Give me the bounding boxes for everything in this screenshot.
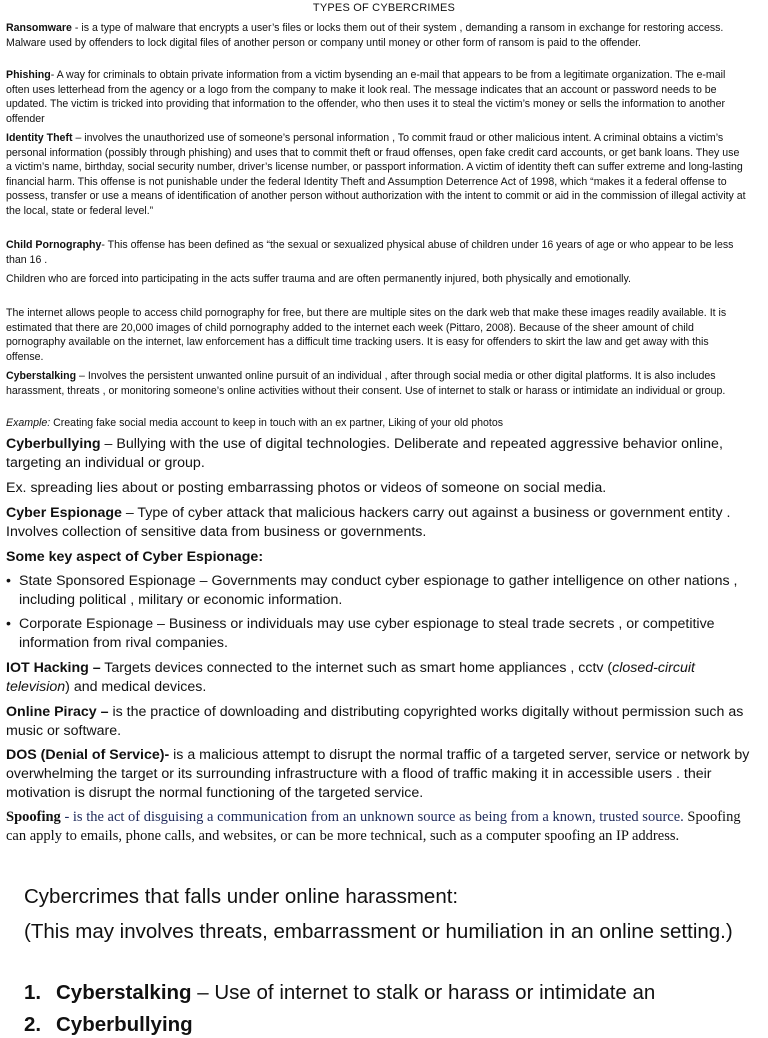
- online-piracy-paragraph: [6, 703, 754, 741]
- spoofing-text: - is the act of disguising a communication from an unknown source as being from a known, trusted source.: [60, 809, 684, 825]
- item-number: 2.: [24, 1013, 42, 1036]
- child-pornography-paragraph-3: The internet allows people to access child pornography for free, but there are multiple sites on the dark web that make these images readily available. It is estimated that there are 20,000 images of child pornography added to the internet each week (Pittaro, 2008). Because of the sheer amount of child pornography available on the internet, law enforcement has a difficult time tracking users. It is easy for offenders to skirt the law and get away with this offense.: [6, 307, 727, 363]
- iot-hacking-text: Targets devices connected to the internet such as smart home appliances , cctv (: [100, 660, 613, 676]
- cyber-espionage-text: – Type of cyber attack that malicious hackers carry out against a business or government entity . Involves collection of sensitive data from business or governments.: [6, 505, 731, 540]
- ransomware-term: Ransomware: [6, 22, 72, 34]
- bullet-text: Corporate Espionage – Business or individuals may use cyber espionage to steal trade secrets , or competitive information from rival companies.: [19, 616, 715, 651]
- online-piracy-term: Online Piracy –: [6, 704, 109, 720]
- bullet-icon: •: [6, 573, 11, 589]
- dos-text: is a malicious attempt to disrupt the normal traffic of a targeted server, service or network by overwhelming the target or its surrounding infrastructure with a flood of traffic making it in accessible users . their motivation is disrupt the normal functioning of the targeted service.: [6, 747, 750, 801]
- bullet-icon: •: [6, 616, 11, 632]
- phishing-paragraph: [6, 68, 746, 126]
- harassment-heading: Cybercrimes that falls under online harassment:: [24, 885, 459, 908]
- child-pornography-paragraph: [6, 238, 746, 267]
- online-piracy-text: is the practice of downloading and distributing copyrighted works digitally without permission such as music or software.: [6, 704, 744, 739]
- identity-theft-text: – involves the unauthorized use of someone’s personal information , To commit fraud or other malicious intent. A criminal obtains a victim’s personal information (possibly through phishing) and uses that to commit theft or fraud offenses, open fake credit card accounts, or get bank loans. They use a victim’s name, birthday, social security number, driver’s license number, or passport information. A victim of identity theft can suffer extreme and long-lasting financial harm. This offense is not punishable under the federal Identity Theft and Assumption Deterrence Act of 1998, which “makes it a federal offense to possess, transfer or use a means of identification of another person without authorization with the intent to commit or aid in the commission of illegal activity at the local, state or federal level.”: [6, 132, 746, 217]
- cyber-espionage-term: Cyber Espionage: [6, 505, 122, 521]
- spoofing-text-2: Spoofing can apply to emails, phone calls, and websites, or can be more technical, such as a computer spoofing an IP address.: [6, 809, 741, 844]
- cyberbullying-text: – Bullying with the use of digital technologies. Deliberate and repeated aggressive behavior online, targeting an individual or group.: [6, 436, 723, 471]
- phishing-text: - A way for criminals to obtain private information from a victim bysending an e-mail that appears to be from a legitimate organization. The e-mail often uses letterhead from the agency or a logo from the company to make it look real. The message indicates that an account or password needs to be updated. The victim is tricked into providing that information to the offender, who then uses it to steal the victim’s money or sells the information to another offender: [6, 69, 726, 125]
- iot-hacking-paragraph: [6, 659, 754, 697]
- child-pornography-text: - This offense has been defined as “the sexual or sexualized physical abuse of children under 16 years of age or who appear to be less than 16 .: [6, 239, 734, 266]
- page-title: TYPES OF CYBERCRIMES: [312, 2, 456, 14]
- list-item: [24, 1012, 754, 1038]
- list-item: [24, 980, 754, 1006]
- ransomware-text: - is a type of malware that encrypts a user’s files or locks them out of their system , demanding a ransom in exchange for restoring access. Malware used by offenders to lock digital files of another person or company until money or other form of ransom is paid to the offender.: [6, 22, 724, 49]
- example-text: Creating fake social media account to keep in touch with an ex partner, Liking of your old photos: [50, 417, 504, 429]
- item-number: 1.: [24, 981, 42, 1004]
- harassment-note: (This may involves threats, embarrassment or humiliation in an online setting.): [24, 920, 733, 943]
- list-item: [6, 615, 763, 653]
- child-pornography-paragraph-2: Children who are forced into participating in the acts suffer trauma and are often permanently injured, both physically and emotionally.: [6, 273, 631, 285]
- iot-hacking-text-after: ) and medical devices.: [65, 678, 207, 695]
- espionage-aspects-heading: [6, 548, 754, 567]
- ransomware-paragraph: [6, 21, 746, 50]
- cyberstalking-text: – Involves the persistent unwanted online pursuit of an individual , after through social media or other digital platforms. It is also includes harassment, threats , or monitoring someone’s online activities without their consent. Use of internet to stalk or harass or intimidate an individual or group.: [6, 370, 726, 397]
- iot-hacking-term: IOT Hacking –: [6, 660, 101, 676]
- dos-term: DOS (Denial of Service)-: [6, 747, 170, 763]
- cyber-espionage-paragraph: [6, 504, 754, 542]
- child-pornography-term: Child Pornography: [6, 239, 102, 251]
- item-text: – Use of internet to stalk or harass or intimidate an: [191, 981, 656, 1004]
- identity-theft-term: Identity Theft: [6, 132, 73, 144]
- list-item: [6, 572, 763, 610]
- dos-paragraph: [6, 746, 754, 802]
- cyberstalking-paragraph: [6, 369, 746, 398]
- iot-hacking-italic: closed-circuit television: [6, 660, 695, 695]
- example-label: Example:: [6, 417, 51, 429]
- cyberstalking-term: Cyberstalking: [6, 370, 77, 382]
- phishing-term: Phishing: [6, 69, 51, 81]
- identity-theft-paragraph: [6, 131, 746, 219]
- spoofing-paragraph: [6, 808, 748, 845]
- item-term: Cyberbullying: [56, 1013, 193, 1036]
- spoofing-term: Spoofing: [6, 809, 61, 825]
- cyberstalking-example: [6, 416, 746, 431]
- espionage-aspects-heading-text: Some key aspect of Cyber Espionage:: [6, 549, 264, 565]
- item-term: Cyberstalking: [56, 981, 192, 1004]
- cyberbullying-paragraph: [6, 435, 754, 473]
- cyberbullying-example: Ex. spreading lies about or posting embarrassing photos or videos of someone on social media.: [6, 480, 607, 496]
- cyberbullying-term: Cyberbullying: [6, 436, 101, 452]
- bullet-text: State Sponsored Espionage – Governments may conduct cyber espionage to gather intelligence on other nations , including political , military or economic information.: [19, 573, 738, 608]
